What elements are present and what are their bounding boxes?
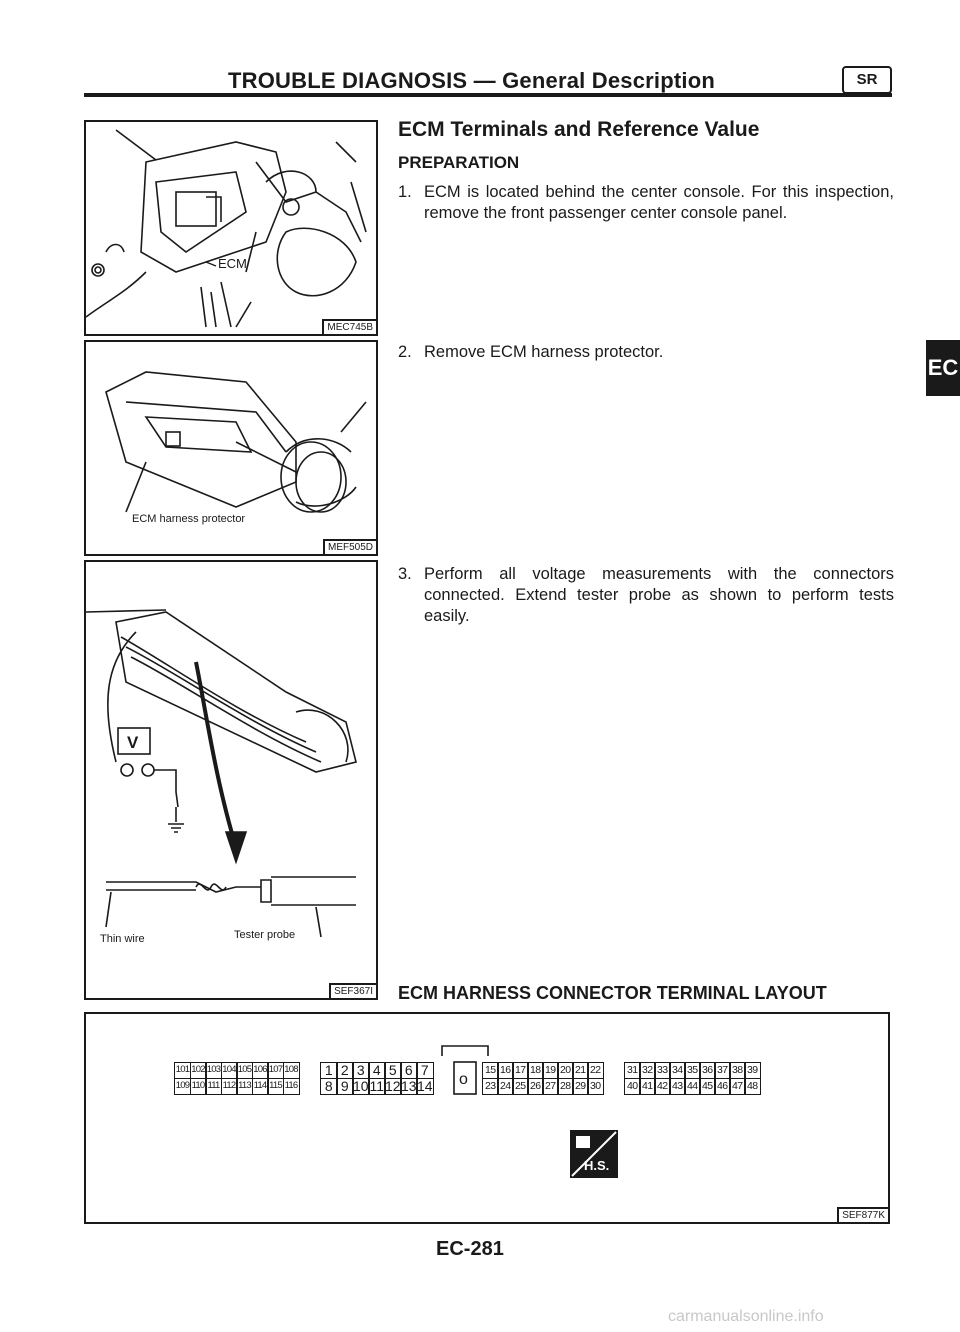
connector-pin-5: 5 — [384, 1062, 402, 1079]
step-text: Perform all voltage measurements with the connectors connected. Extend tester probe as shown to perform tests easily. — [424, 565, 894, 625]
step-number: 1. — [398, 183, 412, 201]
tester-probe-illustration — [86, 562, 376, 998]
connector-pin-113: 113 — [236, 1078, 253, 1095]
watermark: carmanualsonline.info — [668, 1308, 824, 1325]
ecm-location-illustration — [86, 122, 376, 334]
connector-pin-15: 15 — [482, 1062, 499, 1079]
step-number: 3. — [398, 565, 412, 583]
connector-pin-2: 2 — [336, 1062, 354, 1079]
connector-group-3 — [482, 1062, 602, 1095]
connector-pin-11: 11 — [369, 1077, 385, 1094]
step-2 — [398, 342, 894, 363]
connector-pin-22: 22 — [587, 1062, 604, 1079]
connector-pin-107: 107 — [267, 1062, 284, 1079]
connector-pin-23: 23 — [482, 1078, 499, 1095]
connector-pin-46: 46 — [714, 1078, 731, 1095]
connector-pin-43: 43 — [669, 1078, 686, 1095]
connector-pin-35: 35 — [684, 1062, 701, 1079]
connector-pin-111: 111 — [205, 1078, 222, 1095]
connector-pin-10: 10 — [353, 1077, 369, 1094]
step-text: ECM is located behind the center console. For this inspection, remove the front passenger center console panel. — [424, 183, 894, 222]
page-header-title: TROUBLE DIAGNOSIS — General Description — [228, 68, 715, 93]
connector-pin-41: 41 — [639, 1078, 656, 1095]
step-text: Remove ECM harness protector. — [424, 343, 664, 361]
connector-pin-1: 1 — [320, 1062, 338, 1079]
connector-pin-27: 27 — [542, 1078, 559, 1095]
section-title: ECM Terminals and Reference Value — [398, 118, 760, 141]
harness-protector-illustration — [86, 342, 376, 554]
connector-pin-16: 16 — [497, 1062, 514, 1079]
connector-pin-114: 114 — [252, 1078, 269, 1095]
figure-code: MEF505D — [323, 539, 376, 554]
connector-pin-48: 48 — [744, 1078, 761, 1095]
step-1 — [398, 182, 894, 224]
connector-pin-36: 36 — [699, 1062, 716, 1079]
connector-pin-29: 29 — [572, 1078, 589, 1095]
step-number: 2. — [398, 343, 412, 361]
connector-pin-116: 116 — [283, 1078, 300, 1095]
connector-pin-24: 24 — [497, 1078, 514, 1095]
connector-pin-19: 19 — [542, 1062, 559, 1079]
hs-badge-text: H.S. — [584, 1158, 610, 1173]
connector-pin-14: 14 — [417, 1077, 433, 1094]
figure-code: SEF877K — [837, 1207, 888, 1222]
connector-pin-25: 25 — [512, 1078, 529, 1095]
connector-layout-title: ECM HARNESS CONNECTOR TERMINAL LAYOUT — [398, 983, 827, 1003]
connector-outline — [86, 1014, 888, 1222]
connector-pin-32: 32 — [639, 1062, 656, 1079]
svg-text:o: o — [459, 1071, 468, 1088]
figure-harness-protector — [84, 340, 378, 556]
connector-pin-37: 37 — [714, 1062, 731, 1079]
connector-pin-42: 42 — [654, 1078, 671, 1095]
connector-pin-38: 38 — [729, 1062, 746, 1079]
connector-group-1 — [174, 1062, 298, 1095]
connector-pin-18: 18 — [527, 1062, 544, 1079]
connector-pin-101: 101 — [174, 1062, 191, 1079]
connector-pin-112: 112 — [221, 1078, 238, 1095]
connector-pin-44: 44 — [684, 1078, 701, 1095]
connector-pin-20: 20 — [557, 1062, 574, 1079]
figure-tester-probe — [84, 560, 378, 1000]
connector-pin-4: 4 — [368, 1062, 386, 1079]
connector-pin-106: 106 — [252, 1062, 269, 1079]
voltmeter-label: V — [127, 733, 139, 752]
connector-pin-21: 21 — [572, 1062, 589, 1079]
connector-pin-13: 13 — [401, 1077, 417, 1094]
harness-protector-label: ECM harness protector — [132, 513, 246, 525]
connector-pin-40: 40 — [624, 1078, 641, 1095]
step-3 — [398, 564, 894, 627]
header-rule — [84, 93, 892, 97]
connector-pin-115: 115 — [267, 1078, 284, 1095]
connector-pin-9: 9 — [336, 1078, 354, 1095]
connector-pin-7: 7 — [416, 1062, 434, 1079]
connector-pin-105: 105 — [236, 1062, 253, 1079]
connector-pin-3: 3 — [352, 1062, 370, 1079]
connector-pin-104: 104 — [221, 1062, 238, 1079]
connector-pin-31: 31 — [624, 1062, 641, 1079]
section-side-tab: EC — [926, 340, 960, 396]
connector-pin-26: 26 — [527, 1078, 544, 1095]
connector-pin-28: 28 — [557, 1078, 574, 1095]
connector-pin-17: 17 — [512, 1062, 529, 1079]
connector-pin-108: 108 — [283, 1062, 300, 1079]
section-badge: SR — [842, 66, 892, 94]
figure-code: SEF367I — [329, 983, 376, 998]
figure-connector-layout — [84, 1012, 890, 1224]
tester-probe-label: Tester probe — [234, 929, 296, 941]
connector-pin-33: 33 — [654, 1062, 671, 1079]
connector-pin-110: 110 — [190, 1078, 207, 1095]
figure-code: MEC745B — [322, 319, 376, 334]
page-number: EC-281 — [436, 1238, 504, 1260]
connector-pin-30: 30 — [587, 1078, 604, 1095]
thin-wire-label: Thin wire — [100, 933, 145, 945]
connector-pin-39: 39 — [744, 1062, 761, 1079]
connector-pin-34: 34 — [669, 1062, 686, 1079]
connector-pin-109: 109 — [174, 1078, 191, 1095]
connector-group-2 — [320, 1062, 432, 1095]
hs-badge-icon — [570, 1130, 618, 1178]
connector-pin-45: 45 — [699, 1078, 716, 1095]
connector-pin-8: 8 — [320, 1078, 338, 1095]
connector-pin-12: 12 — [385, 1077, 401, 1094]
connector-pin-6: 6 — [400, 1062, 418, 1079]
preparation-heading: PREPARATION — [398, 153, 520, 172]
ecm-label: ECM — [218, 256, 247, 271]
figure-ecm-location — [84, 120, 378, 336]
connector-pin-47: 47 — [729, 1078, 746, 1095]
connector-group-4 — [624, 1062, 759, 1095]
connector-pin-103: 103 — [205, 1062, 222, 1079]
connector-pin-102: 102 — [190, 1062, 207, 1079]
